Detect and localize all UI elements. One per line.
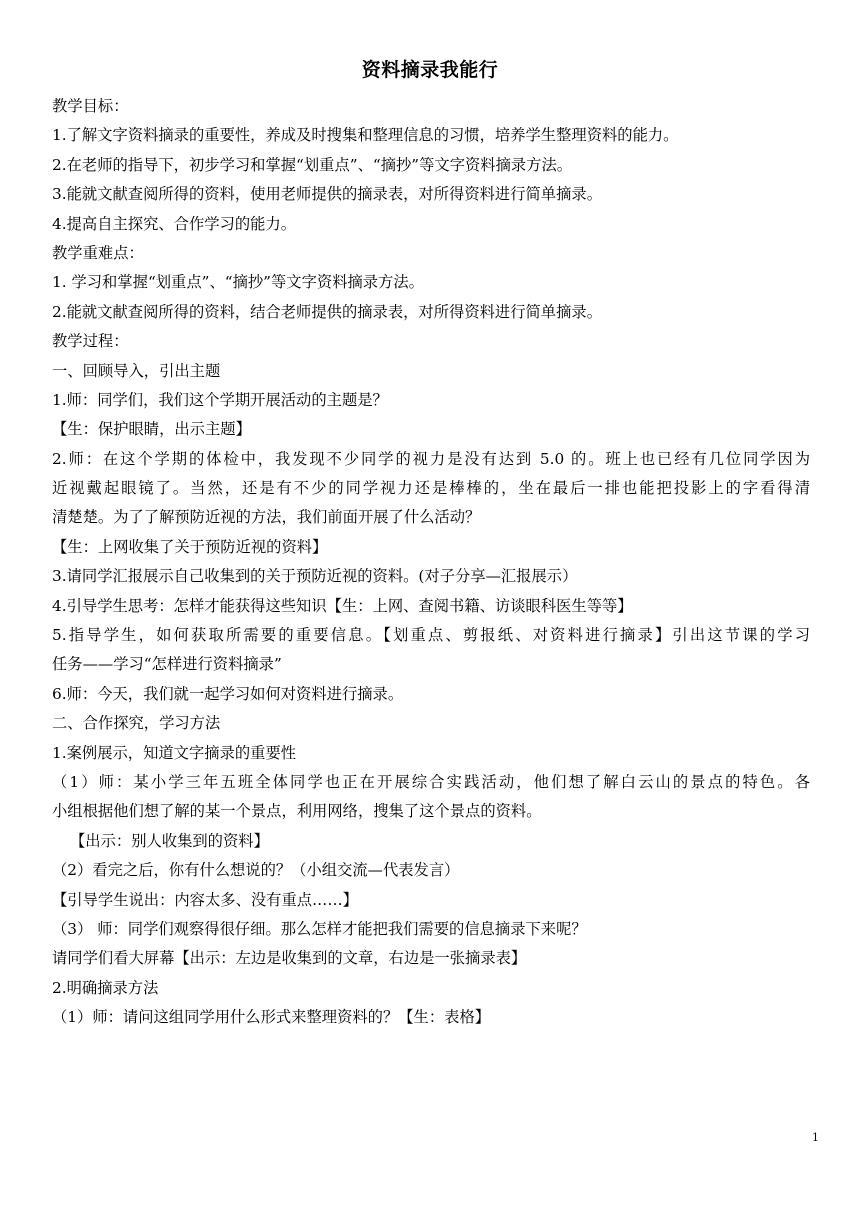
paragraph-line: 1. 学习和掌握“划重点”、“摘抄”等文字资料摘录方法。 — [52, 273, 424, 292]
paragraph-line: 2.明确摘录方法 — [52, 978, 159, 997]
paragraph-line: 近视戴起眼镜了。当然，还是有不少的同学视力还是棒棒的，坐在最后一排也能把投影上的字看得清 — [52, 479, 810, 498]
paragraph-line: 请同学们看大屏幕【出示：左边是收集到的文章，右边是一张摘录表】 — [52, 949, 527, 968]
paragraph-line: 小组根据他们想了解的某一个景点，利用网络，搜集了这个景点的资料。 — [52, 802, 542, 821]
paragraph-line: 2.师：在这个学期的体检中，我发现不少同学的视力是没有达到 5.0 的。班上也已经有几位同学因为 — [52, 449, 810, 468]
page-number: 1 — [812, 1131, 819, 1144]
paragraph-line: 【生：保护眼睛，出示主题】 — [52, 420, 251, 439]
paragraph-line: 【出示：别人收集到的资料】 — [70, 831, 269, 850]
paragraph-line: 1.案例展示，知道文字摘录的重要性 — [52, 743, 297, 762]
paragraph-line: 1.了解文字资料摘录的重要性，养成及时搜集和整理信息的习惯，培养学生整理资料的能力。 — [52, 126, 679, 145]
paragraph-line: 2.在老师的指导下，初步学习和掌握“划重点”、“摘抄”等文字资料摘录方法。 — [52, 155, 573, 174]
paragraph-line: （3） 师：同学们观察得很仔细。那么怎样才能把我们需要的信息摘录下来呢？ — [52, 919, 587, 938]
paragraph-line: 6.师：今天，我们就一起学习如何对资料进行摘录。 — [52, 684, 404, 703]
section-heading-key-points: 教学重难点： — [52, 243, 144, 262]
paragraph-line: 3.能就文献查阅所得的资料，使用老师提供的摘录表，对所得资料进行简单摘录。 — [52, 185, 602, 204]
paragraph-line: 2.能就文献查阅所得的资料，结合老师提供的摘录表，对所得资料进行简单摘录。 — [52, 302, 602, 321]
subsection-heading: 一、回顾导入，引出主题 — [52, 361, 221, 380]
paragraph-line: 3.请同学汇报展示自己收集到的关于预防近视的资料。(对子分享—汇报展示） — [52, 567, 578, 586]
paragraph-line: 4.引导学生思考：怎样才能获得这些知识【生：上网、查阅书籍、访谈眼科医生等等】 — [52, 596, 633, 615]
section-heading-objectives: 教学目标： — [52, 97, 129, 115]
paragraph-line: 【生：上网收集了关于预防近视的资料】 — [52, 537, 328, 556]
document-body — [52, 92, 810, 1033]
paragraph-line: 【引导学生说出：内容太多、没有重点……】 — [52, 890, 358, 909]
paragraph-line: 4.提高自主探究、合作学习的能力。 — [52, 214, 297, 233]
paragraph-line: （1）师：请问这组同学用什么形式来整理资料的？【生：表格】 — [52, 1008, 491, 1027]
subsection-heading: 二、合作探究，学习方法 — [52, 714, 221, 733]
paragraph-line: （1）师：某小学三年五班全体同学也正在开展综合实践活动，他们想了解白云山的景点的特色。各 — [52, 772, 810, 791]
paragraph-line: （2）看完之后，你有什么想说的？（小组交流—代表发言） — [52, 861, 460, 880]
paragraph-line: 5.指导学生，如何获取所需要的重要信息。【划重点、剪报纸、对资料进行摘录】引出这节课的学习 — [52, 626, 810, 645]
paragraph-line: 1.师：同学们，我们这个学期开展活动的主题是？ — [52, 390, 388, 409]
document-title: 资料摘录我能行 — [361, 59, 499, 81]
paragraph-line: 清楚楚。为了了解预防近视的方法，我们前面开展了什么活动？ — [52, 508, 481, 527]
section-heading-process: 教学过程： — [52, 332, 129, 351]
paragraph-line: 任务——学习“怎样进行资料摘录” — [52, 655, 282, 674]
